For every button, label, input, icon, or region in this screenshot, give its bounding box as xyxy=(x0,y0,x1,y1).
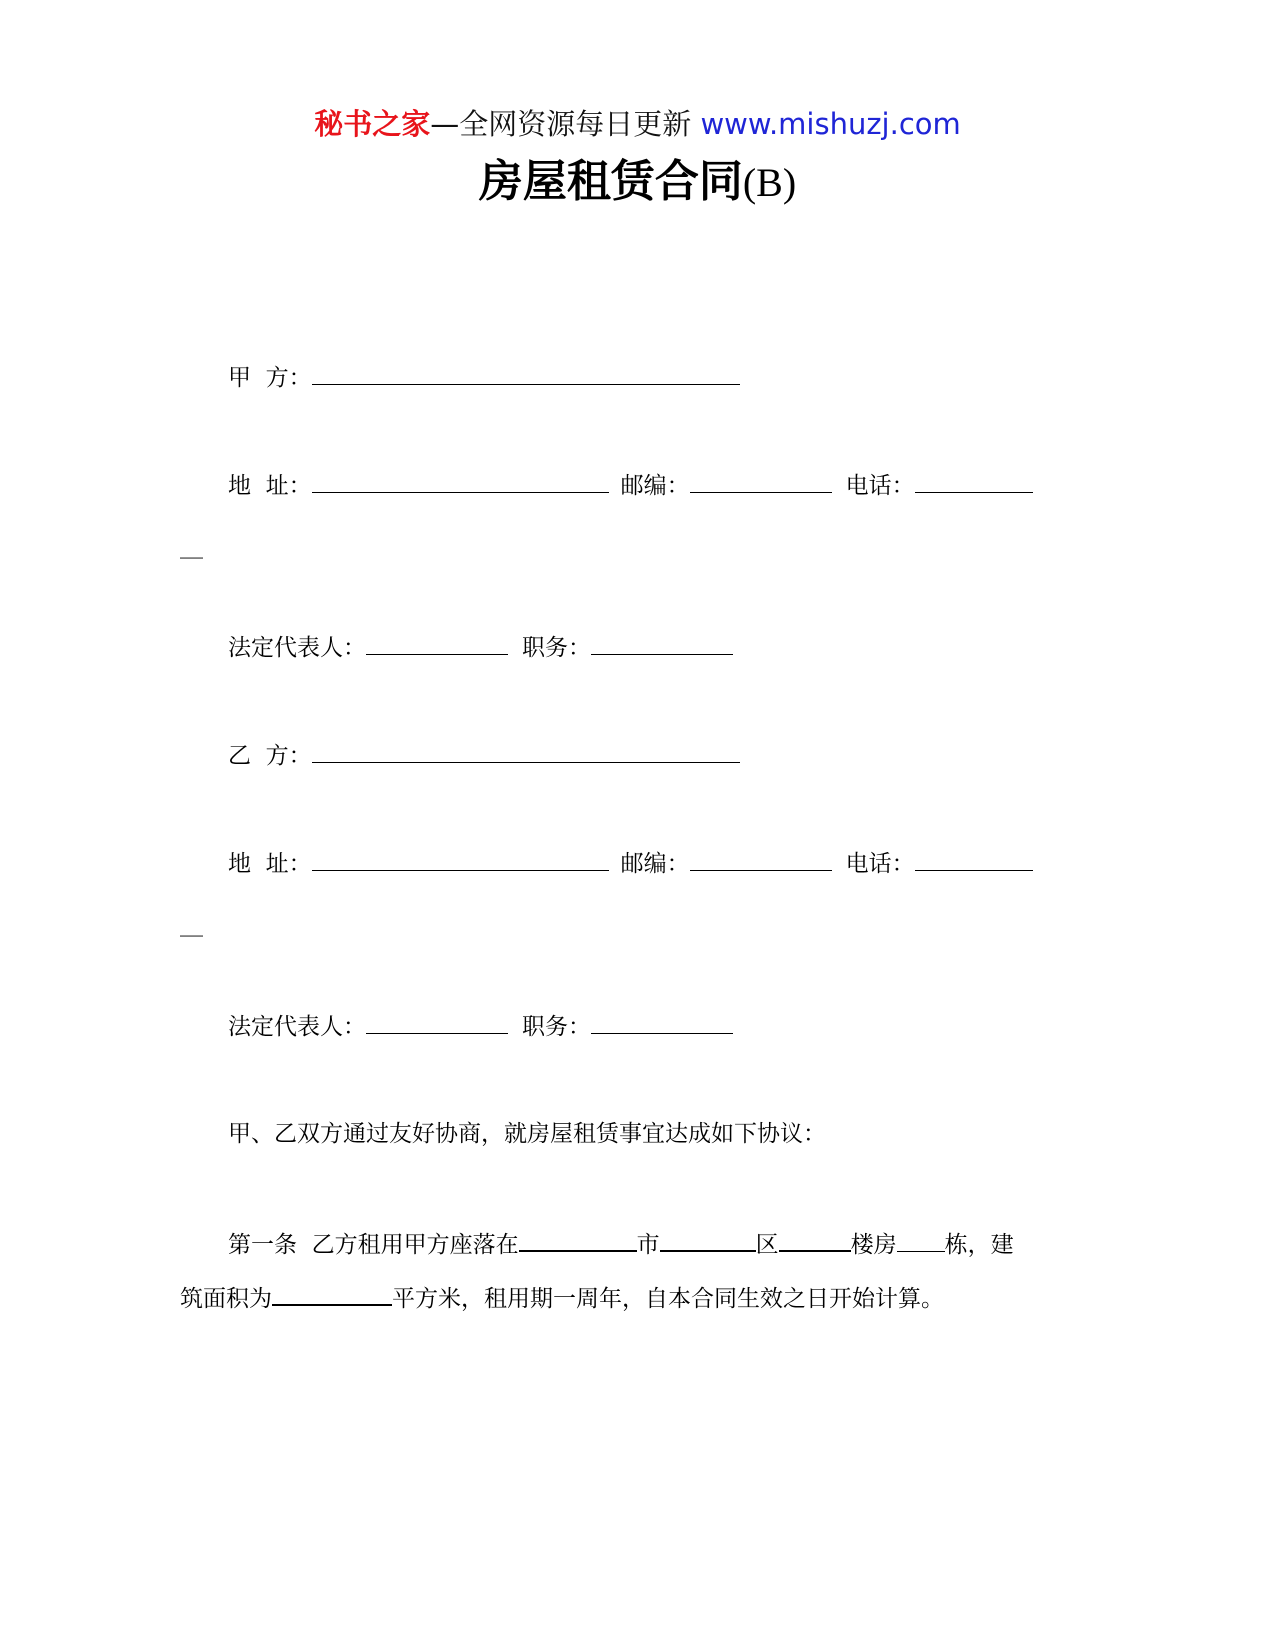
party-b-contact-line xyxy=(228,846,1033,880)
title-main: 房屋租赁合同 xyxy=(478,156,743,207)
party-a-rep-blank[interactable] xyxy=(366,630,508,655)
party-b-phone-blank[interactable] xyxy=(915,846,1033,871)
area-blank[interactable] xyxy=(272,1280,392,1306)
party-a-line xyxy=(228,360,740,394)
party-b-position-label: 职务： xyxy=(522,1014,591,1040)
party-a-position-blank[interactable] xyxy=(591,630,733,655)
district-blank[interactable] xyxy=(660,1226,756,1252)
party-b-address-label: 地 址： xyxy=(228,851,312,877)
building-blank[interactable] xyxy=(779,1226,851,1252)
title-suffix: (B) xyxy=(742,160,797,205)
party-b-phone-label: 电话： xyxy=(845,851,915,877)
party-a-postcode-label: 邮编： xyxy=(620,473,690,499)
site-header xyxy=(0,104,1275,144)
party-a-address-label: 地 址： xyxy=(228,473,312,499)
party-b-rep-blank[interactable] xyxy=(366,1009,508,1034)
party-a-rep-line xyxy=(228,630,733,664)
city-label: 市 xyxy=(636,1232,660,1258)
brand-name: 秘书之家 xyxy=(314,107,431,141)
unit-blank[interactable] xyxy=(897,1227,945,1252)
party-b-postcode-label: 邮编： xyxy=(620,851,690,877)
article-1-line-2 xyxy=(180,1280,944,1315)
header-tagline: —全网资源每日更新 xyxy=(430,107,692,141)
party-a-position-label: 职务： xyxy=(522,635,591,661)
party-a-phone-label: 电话： xyxy=(845,473,915,499)
party-b-rep-line xyxy=(228,1009,733,1043)
party-b-address-blank[interactable] xyxy=(312,846,609,871)
site-url-link[interactable]: www.mishuzj.com xyxy=(700,107,961,141)
party-a-phone-continuation: __ xyxy=(180,533,203,559)
district-label: 区 xyxy=(755,1232,779,1258)
party-b-position-blank[interactable] xyxy=(591,1009,733,1034)
party-a-postcode-blank[interactable] xyxy=(690,468,832,493)
building-label: 楼房 xyxy=(850,1232,897,1258)
party-b-label: 乙 方： xyxy=(228,743,312,769)
unit-label: 栋，建 xyxy=(944,1232,1014,1258)
party-b-line xyxy=(228,738,740,772)
document-title xyxy=(0,150,1275,215)
article-1-lead: 第一条 乙方租用甲方座落在 xyxy=(228,1232,519,1258)
party-a-phone-blank[interactable] xyxy=(915,468,1033,493)
party-a-address-blank[interactable] xyxy=(312,468,609,493)
party-a-contact-line xyxy=(228,468,1033,502)
party-b-postcode-blank[interactable] xyxy=(690,846,832,871)
article-1-line-1 xyxy=(228,1226,1014,1261)
party-a-blank[interactable] xyxy=(312,360,740,385)
party-b-phone-continuation: __ xyxy=(180,911,203,937)
area-label: 筑面积为 xyxy=(180,1286,272,1312)
city-blank[interactable] xyxy=(519,1226,637,1252)
agreement-intro: 甲、乙双方通过友好协商，就房屋租赁事宜达成如下协议： xyxy=(228,1121,826,1147)
party-a-rep-label: 法定代表人： xyxy=(228,635,366,661)
party-a-label: 甲 方： xyxy=(228,365,312,391)
article-1-rest: 平方米，租用期一周年，自本合同生效之日开始计算。 xyxy=(392,1286,944,1312)
party-b-blank[interactable] xyxy=(312,738,740,763)
party-b-rep-label: 法定代表人： xyxy=(228,1014,366,1040)
